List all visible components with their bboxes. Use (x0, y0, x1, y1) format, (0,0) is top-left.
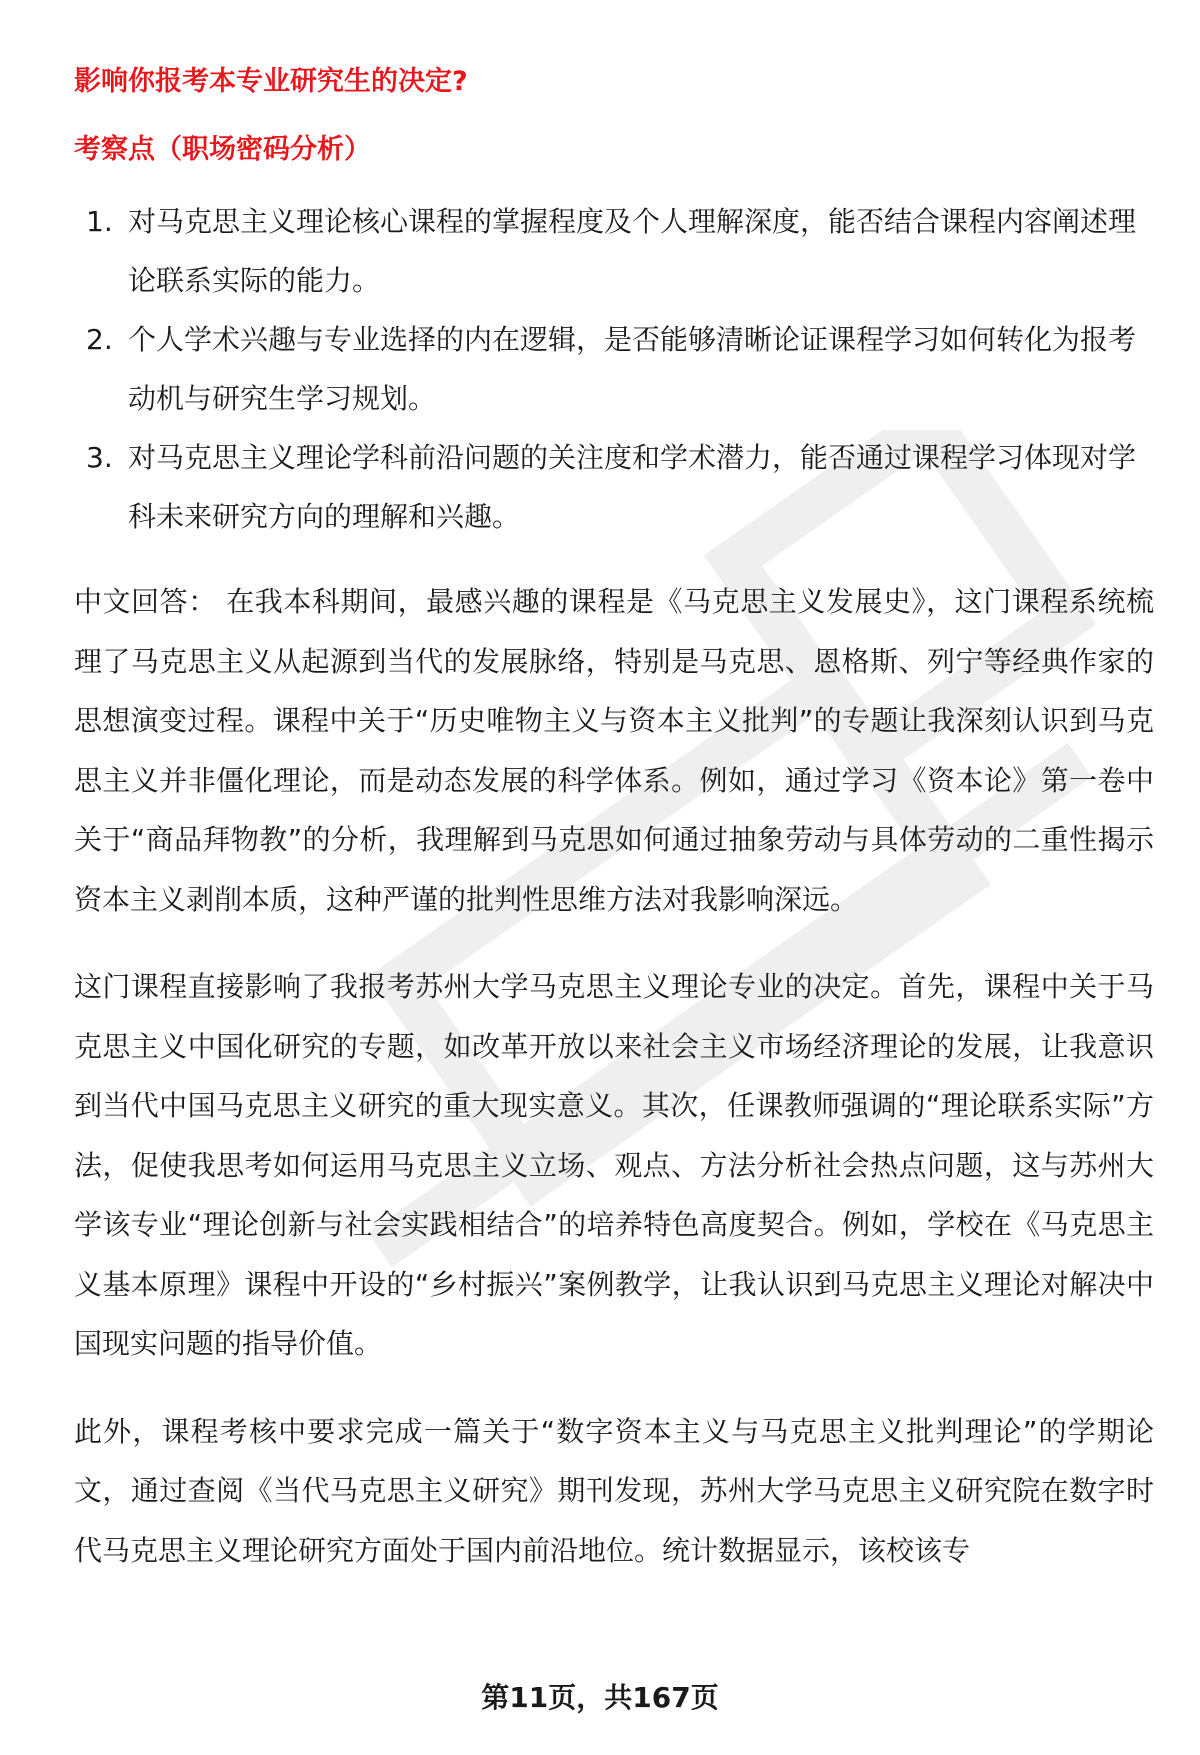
list-item-number: 2. (86, 323, 113, 356)
answer-paragraph: 这门课程直接影响了我报考苏州大学马克思主义理论专业的决定。首先，课程中关于马克思主义中国化研究的专题，如改革开放以来社会主义市场经济理论的发展，让我意识到当代中国马克思主义研究的重大现实意义。其次，任课教师强调的“理论联系实际”方法，促使我思考如何运用马克思主义立场、观点、方法分析社会热点问题，这与苏州大学该专业“理论创新与社会实践相结合”的培养特色高度契合。例如，学校在《马克思主义基本原理》课程中开设的“乡村振兴”案例教学，让我认识到马克思主义理论对解决中国现实问题的指导价值。 (74, 970, 1154, 1360)
analysis-points-list (74, 192, 1154, 546)
list-item (74, 310, 1154, 428)
list-item (74, 428, 1154, 546)
answer-paragraph: 此外，课程考核中要求完成一篇关于“数字资本主义与马克思主义批判理论”的学期论文，通过查阅《当代马克思主义研究》期刊发现，苏州大学马克思主义研究院在数字时代马克思主义理论研究方面处于国内前沿地位。统计数据显示，该校该专 (74, 1414, 1154, 1567)
list-item-text: 对马克思主义理论学科前沿问题的关注度和学术潜力，能否通过课程学习体现对学科未来研究方向的理解和兴趣。 (128, 441, 1137, 533)
list-item-text: 对马克思主义理论核心课程的掌握程度及个人理解深度，能否结合课程内容阐述理论联系实际的能力。 (128, 205, 1137, 297)
question-heading: 影响你报考本专业研究生的决定? (74, 66, 468, 97)
list-item-number: 1. (86, 205, 113, 238)
list-item (74, 192, 1154, 310)
document-content (74, 58, 1154, 1608)
page-number: 第11页，共167页 (481, 1681, 719, 1714)
list-item-number: 3. (86, 441, 113, 474)
analysis-heading: 考察点（职场密码分析） (74, 134, 371, 165)
answer-paragraph: 中文回答： 在我本科期间，最感兴趣的课程是《马克思主义发展史》，这门课程系统梳理了马克思主义从起源到当代的发展脉络，特别是马克思、恩格斯、列宁等经典作家的思想演变过程。课程中关于“历史唯物主义与资本主义批判”的专题让我深刻认识到马克思主义并非僵化理论，而是动态发展的科学体系。例如，通过学习《资本论》第一卷中关于“商品拜物教”的分析，我理解到马克思如何通过抽象劳动与具体劳动的二重性揭示资本主义剥削本质，这种严谨的批判性思维方法对我影响深远。 (74, 585, 1154, 916)
list-item-text: 个人学术兴趣与专业选择的内在逻辑，是否能够清晰论证课程学习如何转化为报考动机与研究生学习规划。 (128, 323, 1137, 415)
